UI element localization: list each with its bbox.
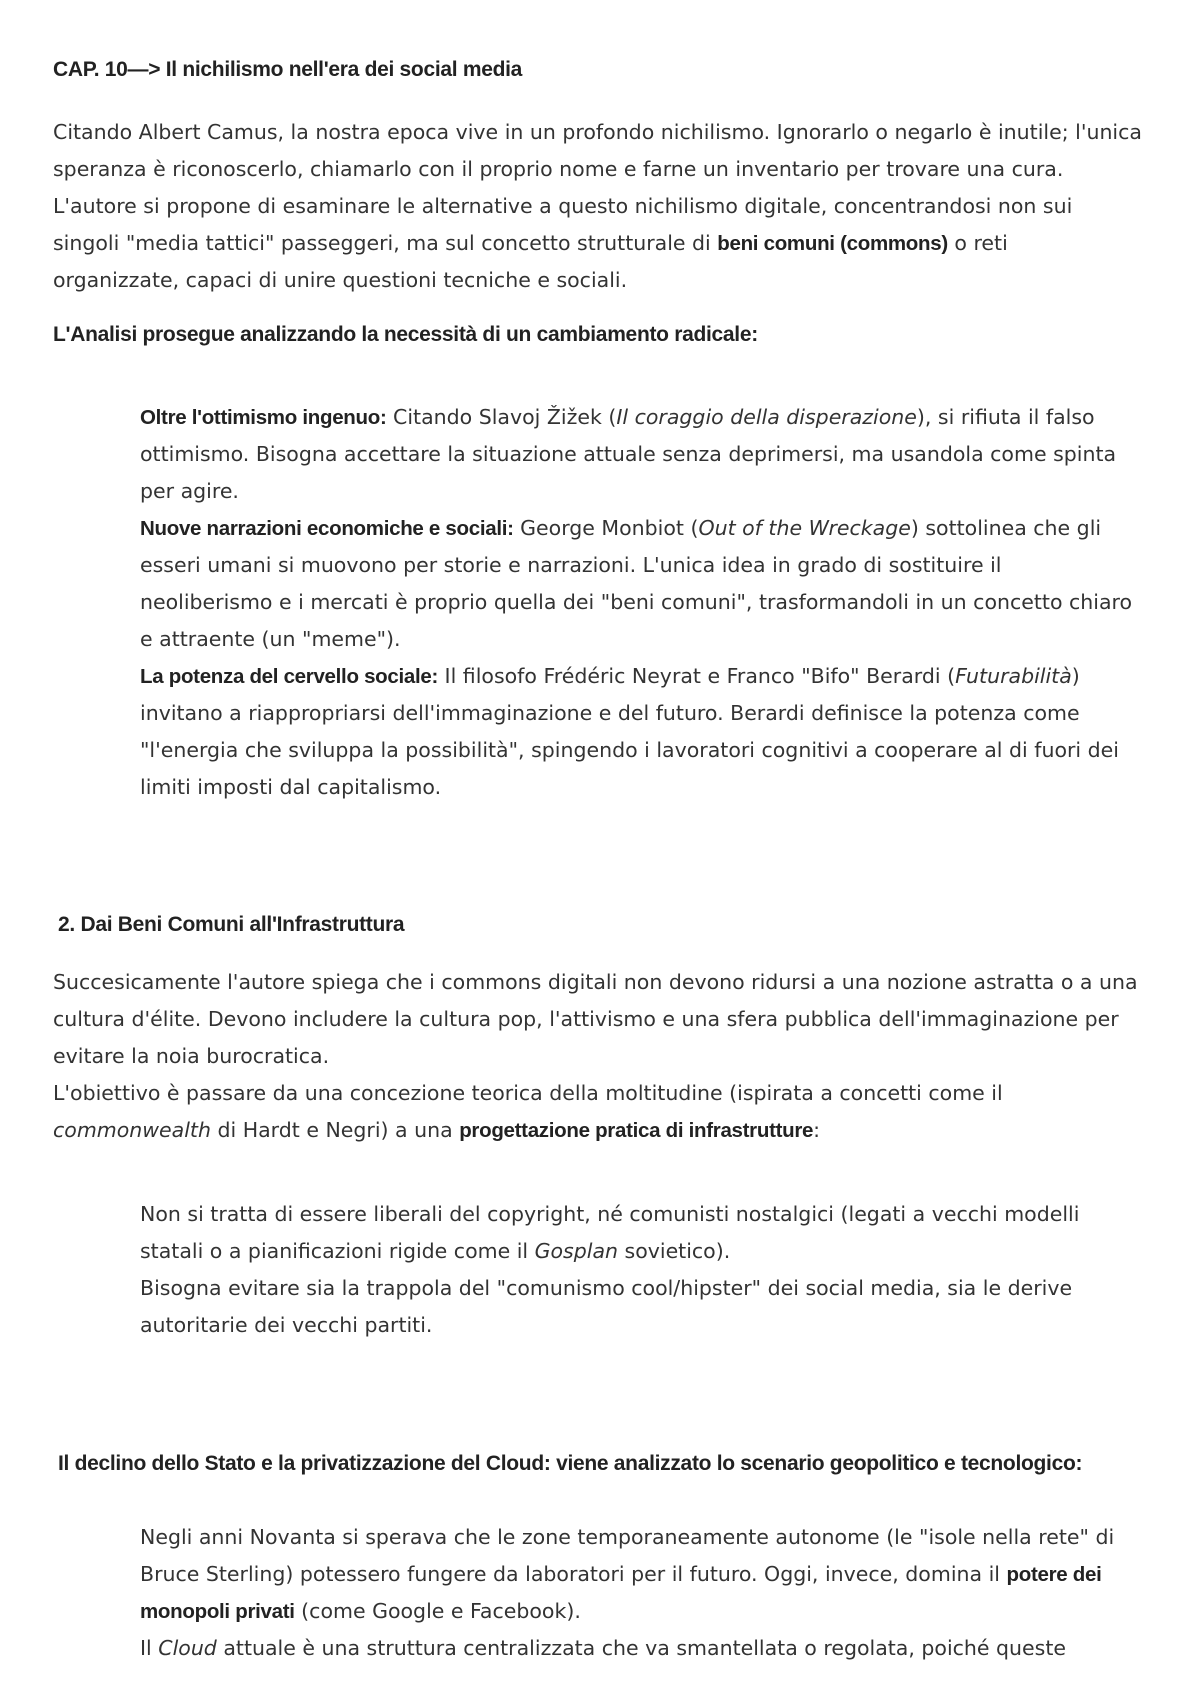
- decline-bullet1-bold: potere dei monopoli privati: [140, 1563, 1102, 1623]
- intro-text-2a: L'autore si propone di esaminare le alternative a questo nichilismo digitale, concentrandosi non sui singoli "media tattici" passeggeri, ma sul concetto strutturale di: [53, 194, 1073, 255]
- item1-text-a: Citando Slavoj Žižek (: [386, 405, 617, 429]
- section2-paragraph-2: [53, 1075, 1053, 1149]
- section2-heading: 2. Dai Beni Comuni all'Infrastruttura: [58, 913, 405, 936]
- s2p2-colon: :: [813, 1118, 821, 1142]
- decline-bullet1-text-a: Negli anni Novanta si sperava che le zone temporaneamente autonome (le "isole nella rete" di Bruce Sterling) potessero fungere da laboratori per il futuro. Oggi, invece, domina il: [140, 1525, 1115, 1586]
- item2-text-b: ) sottolinea che gli esseri umani si muovono per storie e narrazioni. L'unica idea in grado di sostituire il neoliberismo e i mercati è proprio quella dei "beni comuni", trasformandoli in un concetto chiaro e attraente (un "meme").: [140, 516, 1133, 651]
- decline-bullet2-cloud: Cloud: [158, 1636, 217, 1660]
- list-item: [140, 1630, 1140, 1667]
- item2-title: Nuove narrazioni economiche e sociali:: [140, 517, 514, 540]
- intro-text-2b: o reti organizzate, capaci di unire questioni tecniche e sociali.: [53, 231, 1008, 292]
- decline-heading: Il declino dello Stato e la privatizzazione del Cloud: viene analizzato lo scenario geopolitico e tecnologico:: [58, 1452, 1083, 1475]
- list-item: Bisogna evitare sia la trappola del "comunismo cool/hipster" dei social media, sia le derive autoritarie dei vecchi partiti.: [140, 1276, 1073, 1337]
- decline-bullet1-text-b: (come Google e Facebook).: [294, 1599, 581, 1623]
- list-item: [140, 1519, 1130, 1630]
- item3-title: La potenza del cervello sociale:: [140, 665, 439, 688]
- intro-text-1: Citando Albert Camus, la nostra epoca vive in un profondo nichilismo. Ignorarlo o negarlo è inutile; l'unica speranza è riconoscerlo, chiamarlo con il proprio nome e farne un inventario per trovare una cura.: [53, 120, 1142, 181]
- s2-bullet1-gosplan: Gosplan: [534, 1239, 618, 1263]
- s2p2-bold: progettazione pratica di infrastrutture: [459, 1119, 814, 1142]
- item3-text-a: Il filosofo Frédéric Neyrat e Franco "Bifo" Berardi (: [438, 664, 956, 688]
- s2-bullet1-text-a: Non si tratta di essere liberali del copyright, né comunisti nostalgici (legati a vecchi modelli statali o a pianificazioni rigide come il: [140, 1202, 1080, 1263]
- s2p2-text-b: di Hardt e Negri) a una: [210, 1118, 460, 1142]
- list-item: [140, 510, 1140, 658]
- decline-bullet2-text-b: attuale è una struttura centralizzata che va smantellata o regolata, poiché queste: [216, 1636, 1066, 1660]
- item2-book: Out of the Wreckage: [698, 516, 911, 540]
- item1-text-b: ), si rifiuta il falso ottimismo. Bisogna accettare la situazione attuale senza deprimersi, ma usandola come spinta per agire.: [140, 405, 1117, 503]
- item1-book: Il coraggio della disperazione: [616, 405, 917, 429]
- s2-bullet1-text-b: sovietico).: [618, 1239, 731, 1263]
- s2p2-text-a: L'obiettivo è passare da una concezione teorica della moltitudine (ispirata a concetti come il: [53, 1081, 1003, 1105]
- list-item: [140, 1196, 1100, 1270]
- chapter-heading: CAP. 10—> Il nichilismo nell'era dei social media: [53, 58, 523, 81]
- decline-bullet2-text-a: Il: [140, 1636, 159, 1660]
- intro-bold-commons: beni comuni (commons): [717, 232, 948, 255]
- list-item: [140, 399, 1130, 510]
- item3-book: Futurabilità: [955, 664, 1072, 688]
- item1-title: Oltre l'ottimismo ingenuo:: [140, 406, 387, 429]
- intro-paragraph-1: [53, 114, 1153, 188]
- analysis-heading: L'Analisi prosegue analizzando la necessità di un cambiamento radicale:: [53, 323, 758, 346]
- list-item: [140, 658, 1130, 806]
- item3-text-b: ) invitano a riappropriarsi dell'immaginazione e del futuro. Berardi definisce la potenza come "l'energia che sviluppa la possibilità", spingendo i lavoratori cognitivi a cooperare al di fuori dei limiti imposti dal capitalismo.: [140, 664, 1119, 799]
- item2-text-a: George Monbiot (: [513, 516, 699, 540]
- section2-paragraph-1: Succesicamente l'autore spiega che i commons digitali non devono ridursi a una nozione astratta o a una cultura d'élite. Devono includere la cultura pop, l'attivismo e una sfera pubblica dell'immaginazione per evitare la noia burocratica.: [53, 970, 1138, 1068]
- intro-paragraph-2: [53, 188, 1123, 299]
- s2p2-commonwealth: commonwealth: [53, 1118, 211, 1142]
